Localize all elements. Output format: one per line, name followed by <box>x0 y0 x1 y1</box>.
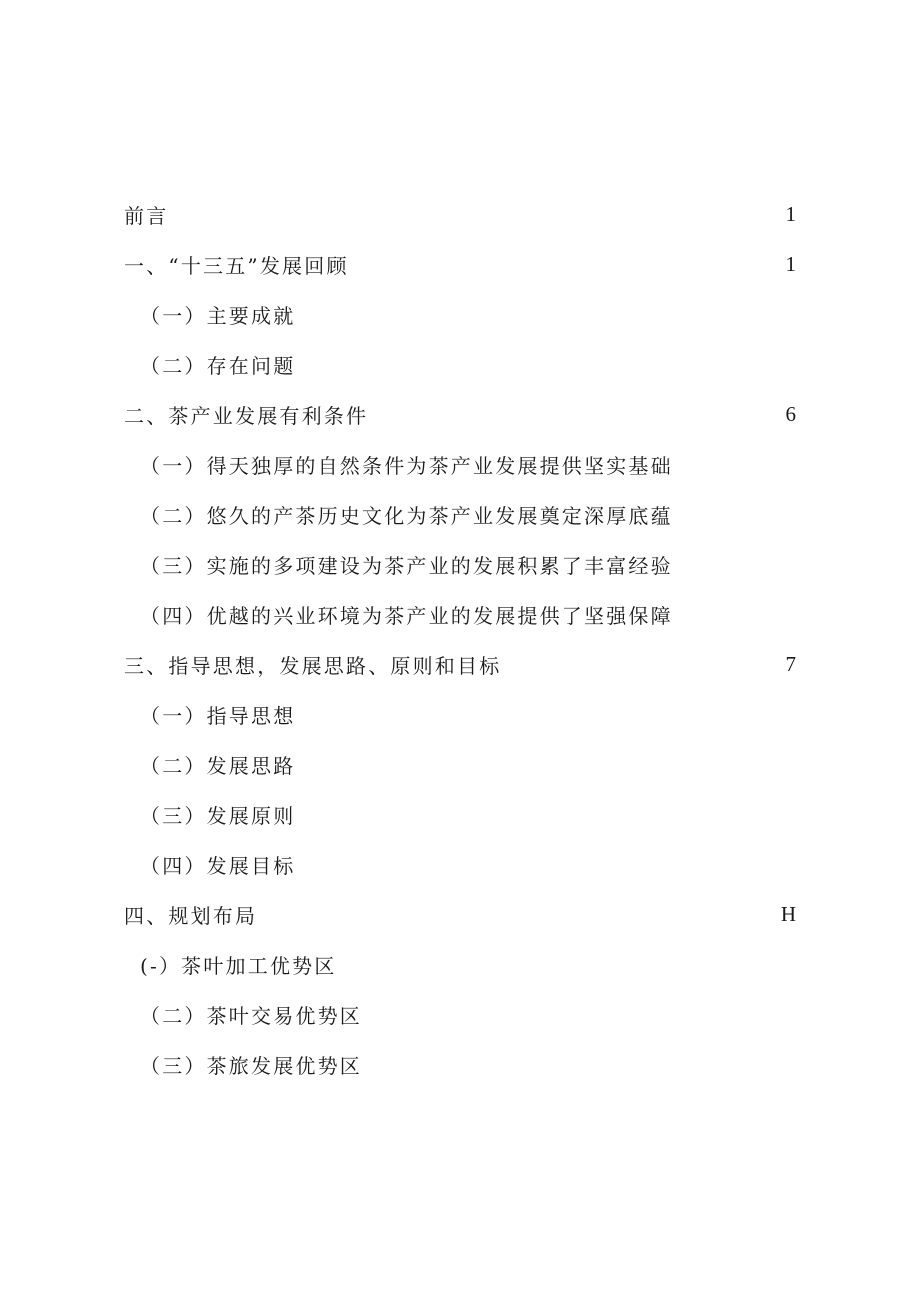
toc-entry-page: 6 <box>785 401 796 426</box>
dot-leader <box>359 254 780 274</box>
toc-entry-label: （二）存在问题 <box>140 353 296 378</box>
toc-entry-label: （二）悠久的产茶历史文化为茶产业发展奠定深厚底蕴 <box>140 503 673 528</box>
toc-entry-subsection[interactable] <box>140 298 796 330</box>
toc-entry-label: （一）指导思想 <box>140 703 296 728</box>
toc-entry-label: 一、“十三五”发展回顾 <box>124 253 349 278</box>
toc-entry-subsection[interactable] <box>140 598 796 630</box>
dot-leader <box>178 204 779 224</box>
toc-entry-label: （二）茶叶交易优势区 <box>140 1003 362 1028</box>
toc-entry-subsection[interactable] <box>140 548 796 580</box>
toc-entry-label: （四）优越的兴业环境为茶产业的发展提供了坚强保障 <box>140 603 673 628</box>
toc-entry-subsection[interactable] <box>140 748 796 780</box>
toc-entry-subsection[interactable] <box>140 1048 796 1080</box>
dot-leader <box>267 904 775 924</box>
toc-entry-subsection[interactable] <box>140 498 796 530</box>
toc-entry-label: （一）得天独厚的自然条件为茶产业发展提供坚实基础 <box>140 453 673 478</box>
toc-entry-label: (-）茶叶加工优势区 <box>140 953 337 978</box>
toc-entry-subsection[interactable] <box>140 348 796 380</box>
toc-entry-preface[interactable] <box>124 198 796 230</box>
dot-leader <box>378 404 779 424</box>
toc-entry-page: 1 <box>785 251 796 276</box>
toc-entry-label: （四）发展目标 <box>140 853 296 878</box>
toc-entry-subsection[interactable] <box>140 848 796 880</box>
toc-entry-subsection[interactable] <box>140 948 796 980</box>
toc-entry-label: （三）茶旅发展优势区 <box>140 1053 362 1078</box>
toc-entry-section-1[interactable] <box>124 248 796 280</box>
toc-entry-section-4[interactable] <box>124 898 796 930</box>
toc-entry-subsection[interactable] <box>140 448 796 480</box>
toc-entry-page: H <box>780 901 796 926</box>
toc-entry-label: （三）实施的多项建设为茶产业的发展积累了丰富经验 <box>140 553 673 578</box>
toc-entry-subsection[interactable] <box>140 998 796 1030</box>
toc-entry-label: （一）主要成就 <box>140 303 296 328</box>
toc-entry-label: 二、茶产业发展有利条件 <box>124 403 369 428</box>
toc-entry-label: （二）发展思路 <box>140 753 296 778</box>
toc-entry-subsection[interactable] <box>140 698 796 730</box>
toc-entry-label: 四、规划布局 <box>124 903 258 928</box>
toc-entry-label: 三、指导思想，发展思路、原则和目标 <box>124 653 502 678</box>
dot-leader <box>511 654 779 674</box>
toc-entry-label: 前言 <box>124 203 169 228</box>
toc-entry-label: （三）发展原则 <box>140 803 296 828</box>
toc-entry-page: 1 <box>785 201 796 226</box>
toc-entry-section-2[interactable] <box>124 398 796 430</box>
toc-entry-section-3[interactable] <box>124 648 796 680</box>
toc-entry-page: 7 <box>785 651 796 676</box>
toc-entry-subsection[interactable] <box>140 798 796 830</box>
